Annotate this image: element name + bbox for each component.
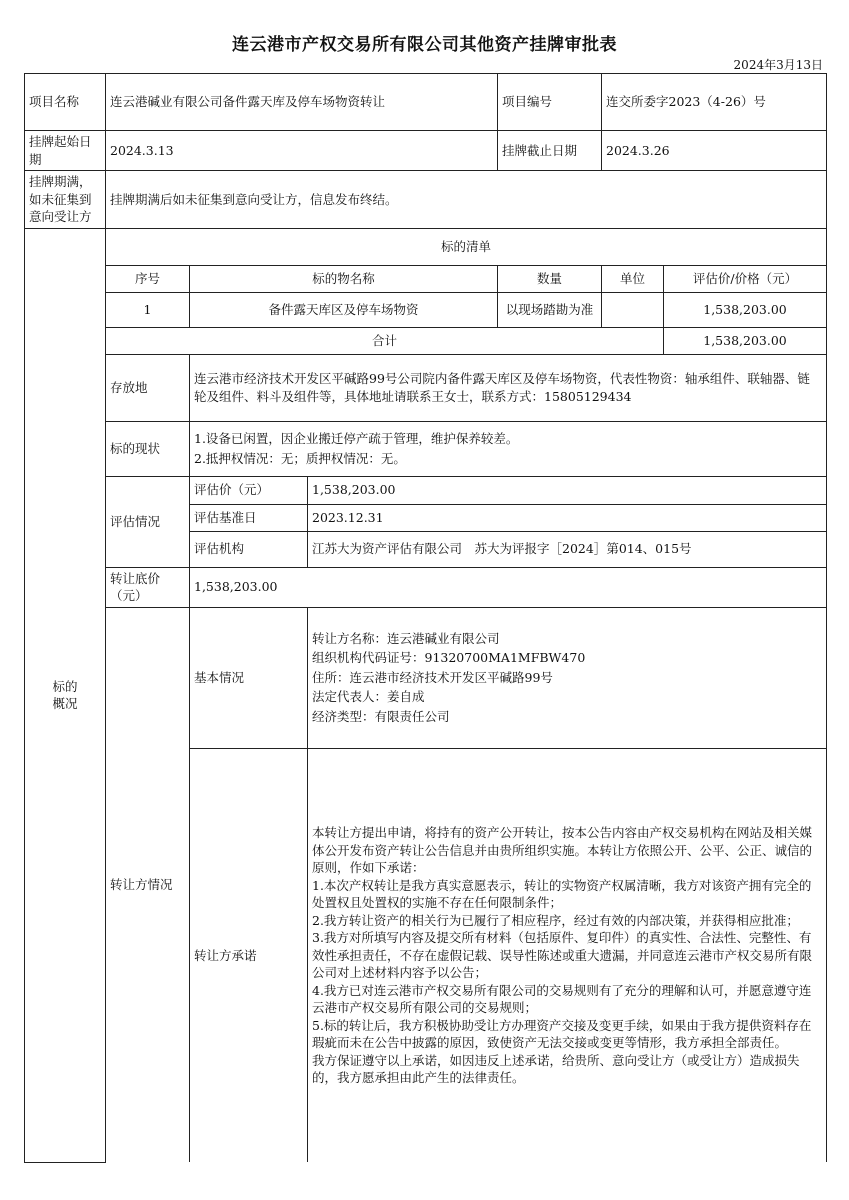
start-date-label: 挂牌起始日期 — [25, 131, 106, 171]
row-unit — [602, 292, 664, 327]
listing-dates-row — [25, 131, 827, 171]
commitment-paragraph: 本转让方提出申请，将持有的资产公开转让，按本公告内容由产权交易机构在网站及相关媒体公开发布资产转让公告信息并由贵所组织实施。本转让方依照公开、公平、公正、诚信的原则，作如下承诺： — [312, 825, 813, 875]
list-header-row — [25, 265, 827, 292]
total-row — [25, 327, 827, 354]
start-date-value: 2024.3.13 — [106, 131, 498, 171]
status-line-1: 1.设备已闲置，因企业搬迁停产疏于管理，维护保养较差。 — [194, 431, 519, 447]
eval-price-row — [25, 476, 827, 504]
reserve-price-label: 转让底价（元） — [106, 567, 190, 607]
commitment-paragraph: 1.本次产权转让是我方真实意愿表示，转让的实物资产权属清晰，我方对该资产拥有完全的处置权且处置权的实施不存在任何限制条件； — [312, 877, 812, 910]
transferor-section-label: 转让方情况 — [106, 607, 190, 1162]
row-qty: 以现场踏勘为准 — [498, 292, 602, 327]
project-code-label: 项目编号 — [498, 74, 602, 131]
col-header-unit: 单位 — [602, 265, 664, 292]
approval-table — [24, 73, 827, 1163]
commitment-paragraph: 5.标的转让后，我方积极协助受让方办理资产交接及变更手续，如果由于我方提供资料存在瑕疵而未在公告中披露的原因，致使资产无法交接或变更等情形，我方承担全部责任。 — [312, 1017, 812, 1050]
basic-line-code: 组织机构代码证号：91320700MA1MFBW470 — [312, 650, 586, 666]
document-date: 2024年3月13日 — [733, 58, 823, 72]
commitment-paragraph: 我方保证遵守以上承诺，如因违反上述承诺，给贵所、意向受让方（或受让方）造成损失的，我方愿承担由此产生的法律责任。 — [312, 1052, 800, 1085]
status-label: 标的现状 — [106, 421, 190, 476]
total-value: 1,538,203.00 — [664, 327, 827, 354]
expire-row — [25, 171, 827, 229]
total-label: 合计 — [106, 327, 664, 354]
status-line-2: 2.抵押权情况：无；质押权情况：无。 — [194, 450, 406, 466]
end-date-value: 2024.3.26 — [602, 131, 827, 171]
eval-org-label: 评估机构 — [190, 531, 308, 567]
eval-date-value: 2023.12.31 — [308, 504, 827, 531]
eval-price-value: 1,538,203.00 — [308, 476, 827, 504]
basic-line-type: 经济类型：有限责任公司 — [312, 708, 450, 724]
basic-line-name: 转让方名称：连云港碱业有限公司 — [312, 631, 500, 647]
commitment-paragraph: 2.我方转让资产的相关行为已履行了相应程序，经过有效的内部决策，并获得相应批准； — [312, 912, 799, 928]
page-title: 连云港市产权交易所有限公司其他资产挂牌审批表 — [232, 35, 617, 55]
expire-value: 挂牌期满后如未征集到意向受让方，信息发布终结。 — [106, 171, 827, 229]
reserve-price-value: 1,538,203.00 — [190, 567, 827, 607]
project-name-value: 连云港碱业有限公司备件露天库及停车场物资转让 — [106, 74, 498, 131]
basic-line-address: 住所：连云港市经济技术开发区平碱路99号 — [312, 669, 553, 685]
eval-price-label: 评估价（元） — [190, 476, 308, 504]
col-header-price: 评估价/价格（元） — [664, 265, 827, 292]
location-value: 连云港市经济技术开发区平碱路99号公司院内备件露天库区及停车场物资，代表性物资：轴承组件、联轴器、链轮及组件、料斗及组件等，具体地址请联系王女士，联系方式：15805129434 — [190, 354, 827, 421]
project-code-value: 连交所委字2023（4-26）号 — [602, 74, 827, 131]
status-row — [25, 421, 827, 476]
eval-org-value: 江苏大为资产评估有限公司 苏大为评报字［2024］第014、015号 — [308, 531, 827, 567]
col-header-name: 标的物名称 — [190, 265, 498, 292]
table-row — [25, 292, 827, 327]
commitment-paragraph: 3.我方对所填写内容及提交所有材料（包括原件、复印件）的真实性、合法性、完整性、有效性承担责任，不存在虚假记载、误导性陈述或重大遗漏，并同意连云港市产权交易所有限公司对上述材料内容予以公告； — [312, 930, 813, 980]
commitment-text — [308, 748, 827, 1162]
location-row — [25, 354, 827, 421]
eval-date-label: 评估基准日 — [190, 504, 308, 531]
status-value — [190, 421, 827, 476]
row-no: 1 — [106, 292, 190, 327]
list-title-row — [25, 228, 827, 265]
eval-label: 评估情况 — [106, 476, 190, 567]
row-name: 备件露天库区及停车场物资 — [190, 292, 498, 327]
list-title: 标的清单 — [106, 228, 827, 265]
basic-info-label: 基本情况 — [190, 607, 308, 748]
reserve-price-row — [25, 567, 827, 607]
overview-side-label-line1: 标的 — [52, 678, 78, 694]
end-date-label: 挂牌截止日期 — [498, 131, 602, 171]
basic-info-value — [308, 607, 827, 748]
project-name-row — [25, 74, 827, 131]
basic-line-representative: 法定代表人：姜自成 — [312, 689, 425, 705]
row-price: 1,538,203.00 — [664, 292, 827, 327]
col-header-qty: 数量 — [498, 265, 602, 292]
expire-label: 挂牌期满，如未征集到意向受让方 — [25, 171, 106, 229]
basic-info-row — [25, 607, 827, 748]
project-name-label: 项目名称 — [25, 74, 106, 131]
overview-side-label-line2: 概况 — [52, 696, 78, 711]
location-label: 存放地 — [106, 354, 190, 421]
col-header-no: 序号 — [106, 265, 190, 292]
commitment-paragraph: 4.我方已对连云港市产权交易所有限公司的交易规则有了充分的理解和认可，并愿意遵守连云港市产权交易所有限公司的交易规则； — [312, 982, 812, 1015]
commitment-label: 转让方承诺 — [190, 748, 308, 1162]
overview-side-label — [25, 228, 106, 1162]
